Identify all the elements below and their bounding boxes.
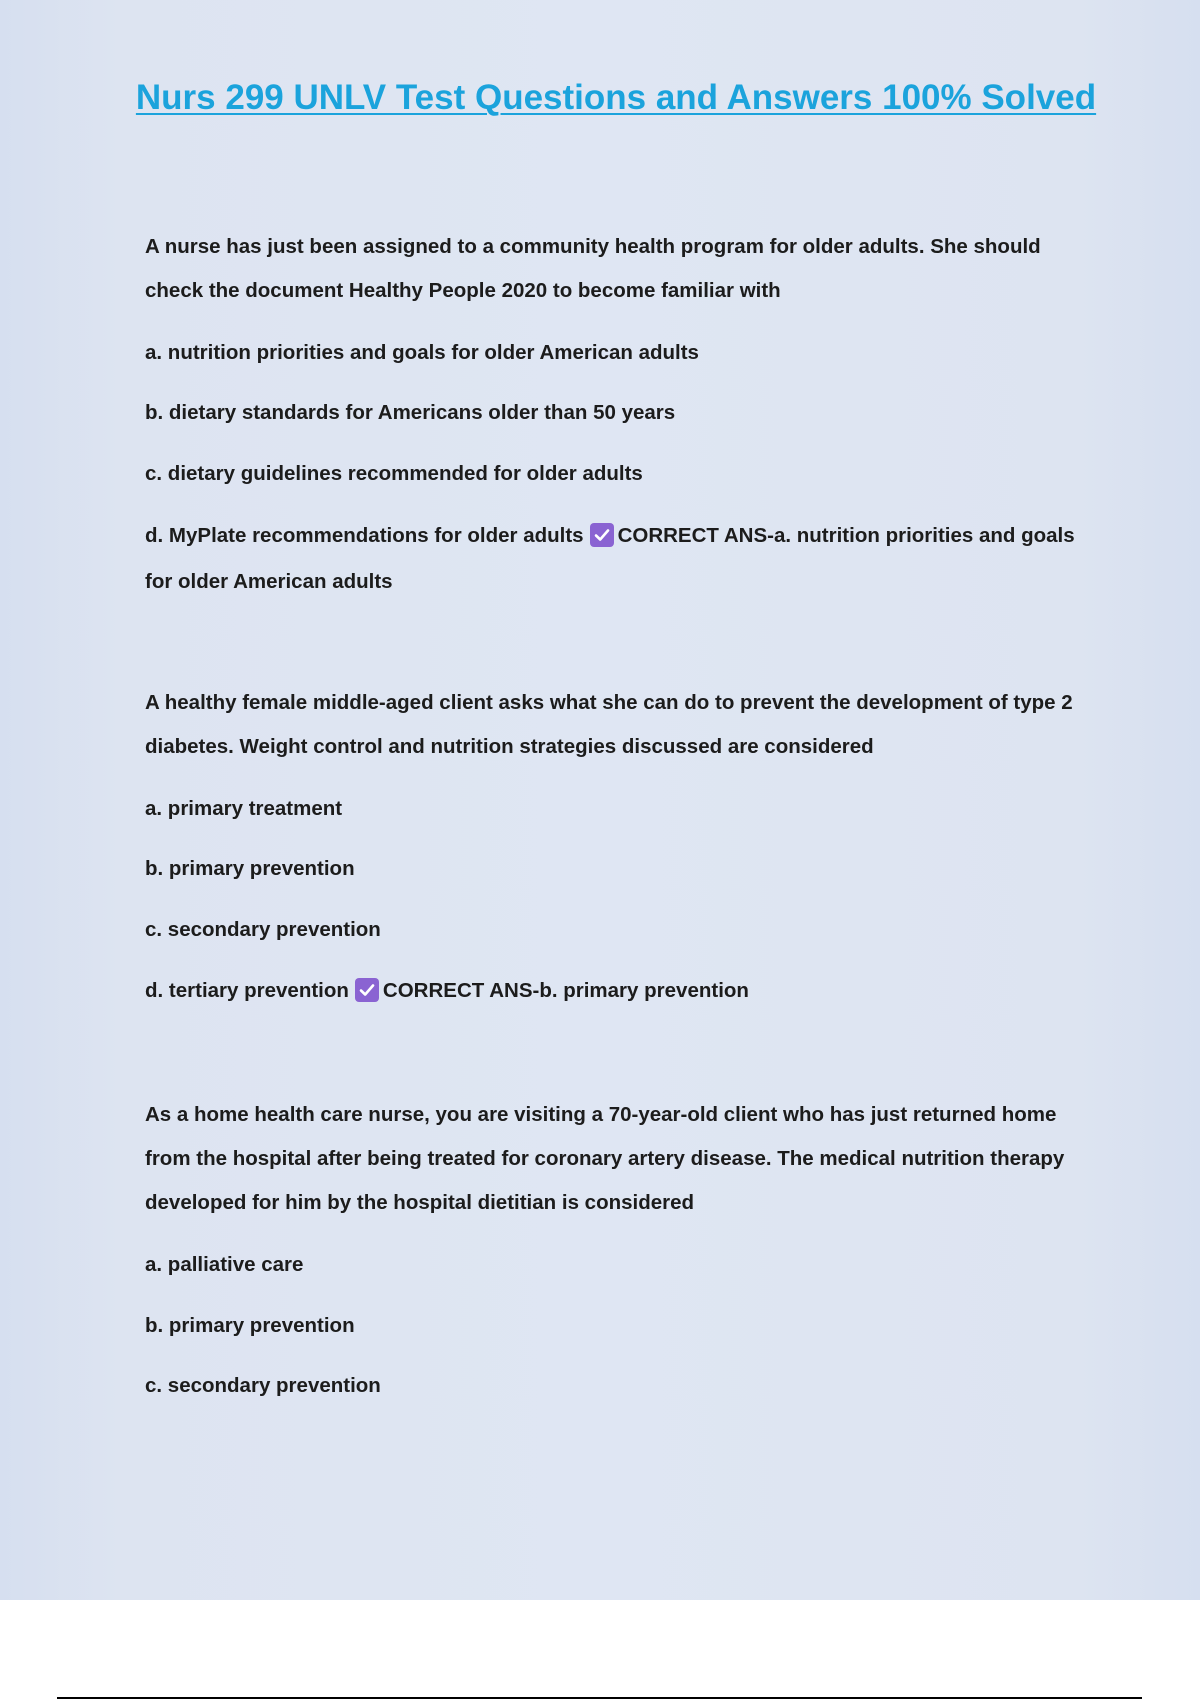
document-title: Nurs 299 UNLV Test Questions and Answers 100% Solved <box>135 78 1097 117</box>
question-option: b. dietary standards for Americans older than 50 years <box>145 401 676 424</box>
correct-answer: CORRECT ANS-b. primary prevention <box>382 979 749 1002</box>
question-option: d. MyPlate recommendations for older adults <box>145 524 584 547</box>
question-option: a. palliative care <box>145 1253 304 1276</box>
question-option: a. primary treatment <box>145 797 343 820</box>
question-stem: A nurse has just been assigned to a community health program for older adults. She should check the document Healthy People 2020 to become familiar with <box>145 235 1041 302</box>
question-stem: As a home health care nurse, you are visiting a 70-year-old client who has just returned home from the hospital after being treated for coronary artery disease. The medical nutrition therapy developed for him by the hospital dietitian is considered <box>145 1103 1065 1214</box>
check-box-icon <box>355 978 379 1002</box>
correct-answer: CORRECT ANS-a. nutrition priorities and goals for older American adults <box>145 524 1075 593</box>
question-option: b. primary prevention <box>145 857 355 880</box>
answer-line <box>145 968 1095 1014</box>
answer-line <box>145 513 1095 605</box>
question-option: c. secondary prevention <box>145 918 381 941</box>
question-option: c. secondary prevention <box>145 1374 381 1397</box>
check-box-icon <box>590 523 614 547</box>
question-option: a. nutrition priorities and goals for older American adults <box>145 341 699 364</box>
footer-divider <box>57 1697 1142 1699</box>
question-block <box>145 681 1095 1002</box>
question-option: b. primary prevention <box>145 1314 355 1337</box>
question-stem: A healthy female middle-aged client asks what she can do to prevent the development of type 2 diabetes. Weight control and nutrition strategies discussed are considered <box>145 691 1073 758</box>
question-option: c. dietary guidelines recommended for older adults <box>145 462 643 485</box>
question-option: d. tertiary prevention <box>145 979 349 1002</box>
question-block <box>145 1093 1095 1397</box>
question-block <box>145 225 1095 593</box>
